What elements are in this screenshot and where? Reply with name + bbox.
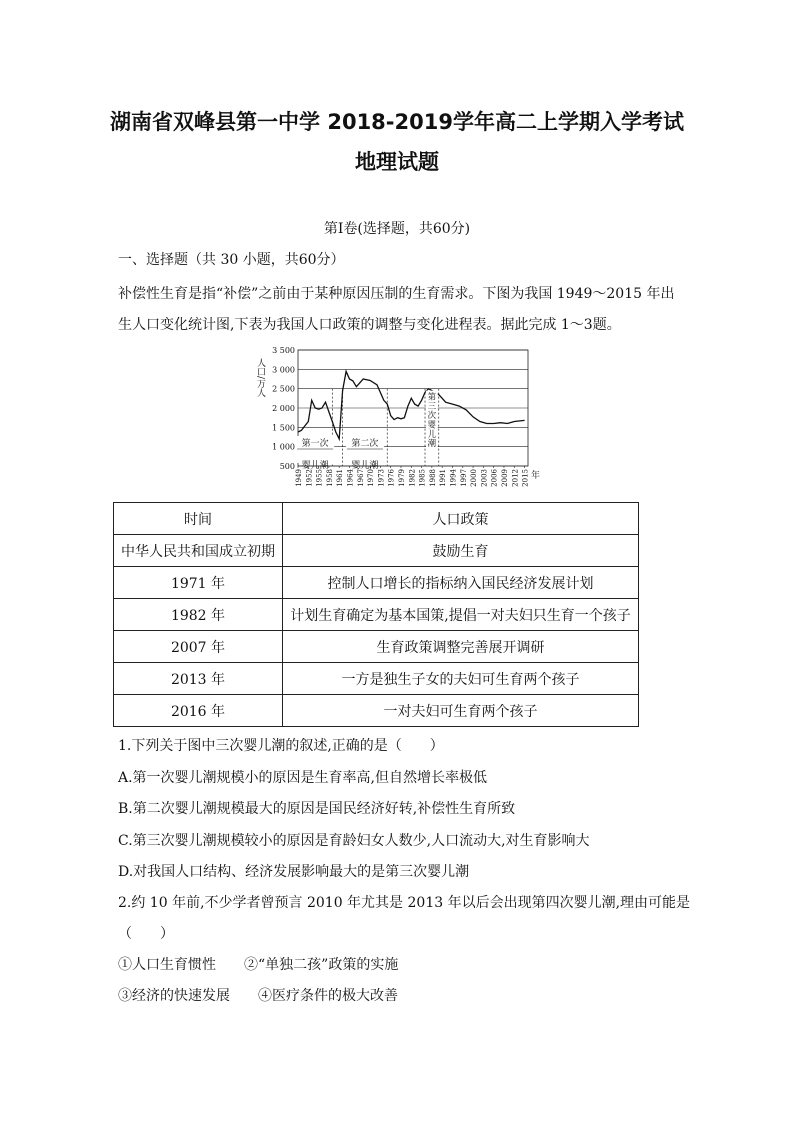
x-tick-label: 2012: [511, 469, 520, 487]
section-heading: 第Ⅰ卷(选择题，共60分): [323, 221, 471, 237]
question-1-option-c: C.第三次婴儿潮规模较小的原因是育龄妇女人数少,人口流动大,对生育影响大: [118, 833, 590, 849]
y-tick-label: 2 500: [272, 384, 295, 394]
x-tick-label: 1955: [315, 469, 324, 487]
x-tick-label: 1961: [336, 469, 345, 487]
x-tick-label: 2009: [500, 469, 509, 487]
table-row: [114, 695, 639, 727]
question-1-stem: 1.下列关于图中三次婴儿潮的叙述,正确的是（ ）: [118, 738, 444, 754]
baby-boom-label-3: 第: [427, 392, 437, 403]
x-tick-label: 1979: [397, 469, 406, 487]
x-tick-label: 1997: [459, 469, 468, 487]
y-tick-label: 1 000: [272, 442, 295, 452]
y-tick-label: 3 500: [272, 346, 295, 355]
table-header-time: 时间: [114, 503, 283, 535]
question-2-stem: 2.约 10 年前,不少学者曾预言 2010 年尤其是 2013 年以后会出现第四次婴儿潮,理由可能是: [118, 895, 691, 911]
baby-boom-label-3: 潮: [427, 439, 437, 450]
x-tick-label: 1973: [377, 469, 386, 487]
table-cell-policy: 一方是独生子女的夫妇可生育两个孩子: [283, 663, 639, 695]
intro-line-2: 生人口变化统计图,下表为我国人口政策的调整与变化进程表。据此完成 1～3题。: [118, 317, 621, 333]
table-row: [114, 663, 639, 695]
x-tick-label: 1985: [418, 469, 427, 487]
y-axis-label: 人口/万人: [255, 358, 265, 398]
x-tick-label: 1958: [325, 469, 334, 487]
y-tick-label: 500: [279, 462, 295, 471]
x-tick-label: 1952: [305, 469, 314, 487]
x-tick-label: 1982: [408, 469, 417, 487]
table-cell-time: 2016 年: [114, 695, 283, 727]
paper-subtitle: 地理试题: [355, 150, 439, 174]
table-cell-policy: 控制人口增长的指标纳入国民经济发展计划: [283, 567, 639, 599]
x-tick-label: 1988: [428, 469, 437, 487]
question-2-bracket: （ ）: [118, 926, 174, 942]
table-cell-policy: 鼓励生育: [283, 535, 639, 567]
baby-boom-label-3: 儿: [427, 429, 437, 440]
x-tick-label: 2015: [521, 469, 530, 487]
paper-title: 湖南省双峰县第一中学 2018-2019学年高二上学期入学考试: [110, 110, 684, 134]
question-2-options-line-2: ③经济的快速发展 ④医疗条件的极大改善: [118, 988, 398, 1004]
table-cell-time: 中华人民共和国成立初期: [114, 535, 283, 567]
table-cell-time: 1982 年: [114, 599, 283, 631]
x-tick-label: 1967: [356, 469, 365, 487]
x-tick-label: 1970: [367, 469, 376, 487]
y-tick-label: 1 500: [272, 423, 295, 433]
x-axis-label: 年: [531, 471, 541, 481]
policy-table: [113, 502, 639, 727]
x-tick-label: 1964: [346, 469, 355, 487]
table-cell-policy: 一对夫妇可生育两个孩子: [283, 695, 639, 727]
table-row: [114, 599, 639, 631]
section-title: 一、选择题（共 30 小题，共60分）: [118, 252, 345, 268]
baby-boom-label-1: 婴儿潮: [301, 461, 329, 471]
table-cell-policy: 计划生育确定为基本国策,提倡一对夫妇只生育一个孩子: [283, 599, 639, 631]
x-tick-label: 1949: [295, 469, 303, 487]
table-cell-time: 2007 年: [114, 631, 283, 663]
question-2-options-line-1: ①人口生育惯性 ②“单独二孩”政策的实施: [118, 957, 399, 973]
table-cell-time: 2013 年: [114, 663, 283, 695]
x-tick-label: 2003: [480, 469, 489, 487]
birth-population-chart: [250, 342, 550, 492]
question-1-option-d: D.对我国人口结构、经济发展影响最大的是第三次婴儿潮: [118, 864, 470, 880]
x-tick-label: 1994: [449, 469, 458, 487]
baby-boom-label-2: 婴儿潮: [351, 461, 379, 471]
x-tick-label: 2006: [490, 469, 499, 487]
baby-boom-label-3: 三: [427, 401, 437, 412]
baby-boom-label-2: 第二次: [351, 439, 379, 449]
x-tick-label: 2000: [470, 469, 479, 487]
y-tick-label: 2 000: [272, 404, 295, 413]
table-header-policy: 人口政策: [283, 503, 639, 535]
baby-boom-label-1: 第一次: [301, 439, 329, 449]
table-cell-policy: 生育政策调整完善展开调研: [283, 631, 639, 663]
table-row: [114, 567, 639, 599]
baby-boom-label-3: 婴: [427, 420, 437, 431]
table-row: [114, 535, 639, 567]
x-tick-label: 1976: [387, 469, 396, 487]
x-tick-label: 1991: [439, 469, 448, 487]
intro-line-1: 补偿性生育是指“补偿”之前由于某种原因压制的生育需求。下图为我国 1949～2015 年出: [118, 286, 675, 302]
table-header-row: [114, 503, 639, 535]
question-1-option-b: B.第二次婴儿潮规模最大的原因是国民经济好转,补偿性生育所致: [118, 801, 516, 817]
question-1-option-a: A.第一次婴儿潮规模小的原因是生育率高,但自然增长率极低: [118, 770, 488, 786]
table-cell-time: 1971 年: [114, 567, 283, 599]
baby-boom-label-3: 次: [427, 411, 437, 422]
y-tick-label: 3 000: [272, 365, 295, 375]
table-row: [114, 631, 639, 663]
